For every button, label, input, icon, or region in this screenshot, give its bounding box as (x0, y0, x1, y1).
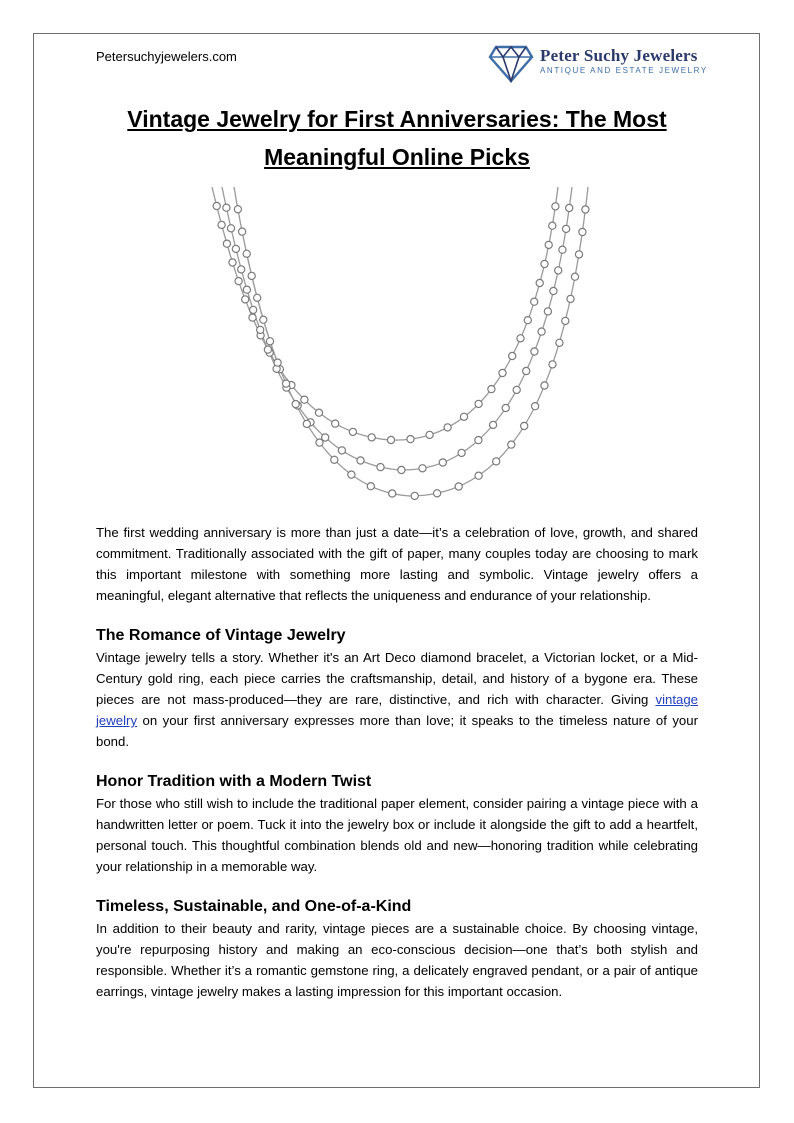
necklace-bead (475, 472, 482, 479)
necklace-bead (567, 295, 574, 302)
necklace-bead (536, 279, 543, 286)
necklace-bead (398, 466, 405, 473)
necklace-bead (582, 206, 589, 213)
necklace-bead (407, 436, 414, 443)
necklace-bead (235, 278, 242, 285)
article-title: Vintage Jewelry for First Anniversaries: The Most Meaningful Online Picks (127, 106, 667, 170)
necklace-bead (563, 225, 570, 232)
necklace-bead (419, 465, 426, 472)
necklace-bead (458, 449, 465, 456)
necklace-bead (538, 328, 545, 335)
necklace-bead (545, 241, 552, 248)
necklace-bead (243, 250, 250, 257)
necklace-bead (566, 204, 573, 211)
article-body (96, 522, 698, 1002)
necklace-bead (234, 206, 241, 213)
necklace-bead (549, 361, 556, 368)
necklace-bead (508, 441, 515, 448)
necklace-bead (439, 459, 446, 466)
necklace-bead (513, 386, 520, 393)
necklace-bead (243, 286, 250, 293)
necklace-bead (368, 434, 375, 441)
necklace-bead (357, 457, 364, 464)
necklace-bead (260, 316, 267, 323)
necklace-bead (223, 240, 230, 247)
section-paragraph-romance (96, 647, 698, 752)
necklace-bead (232, 245, 239, 252)
necklace-bead (455, 483, 462, 490)
necklace-bead (550, 287, 557, 294)
necklace-bead (490, 421, 497, 428)
necklace-bead (274, 359, 281, 366)
necklace-bead (316, 439, 323, 446)
section-heading-tradition: Honor Tradition with a Modern Twist (96, 773, 372, 790)
necklace-bead (303, 420, 310, 427)
necklace-bead (562, 317, 569, 324)
necklace-bead (517, 335, 524, 342)
necklace-bead (579, 228, 586, 235)
necklace-bead (250, 306, 257, 313)
necklace-bead (555, 267, 562, 274)
necklace-bead (264, 346, 271, 353)
necklace-bead (509, 352, 516, 359)
romance-text-after: on your first anniversary expresses more than love; it speaks to the timeless nature of your bond. (96, 713, 698, 749)
necklace-bead (338, 447, 345, 454)
section-paragraph-tradition: For those who still wish to include the traditional paper element, consider pairing a vintage piece with a handwritten letter or poem. Tuck it into the jewelry box or include it alongside the gift to add a heartfelt, personal touch. This thoughtful combination blends old and new—honoring tradition while celebrating your relationship in a memorable way. (96, 796, 698, 874)
necklace-bead (488, 386, 495, 393)
necklace-bead (213, 202, 220, 209)
intro-paragraph: The first wedding anniversary is more than just a date—it’s a celebration of love, growth, and shared commitment. Traditionally associated with the gift of paper, many couples today are choosing to mark this important milestone with something more lasting and symbolic. Vintage jewelry offers a meaningful, elegant alternative that reflects the uniqueness and endurance of your relationship. (96, 525, 698, 603)
necklace-bead (559, 246, 566, 253)
logo-tagline: ANTIQUE AND ESTATE JEWELRY (540, 66, 708, 75)
necklace-bead (411, 492, 418, 499)
necklace-bead (248, 272, 255, 279)
vintage-jewelry-link[interactable]: vintage jewelry (96, 692, 698, 728)
necklace-bead (227, 225, 234, 232)
necklace-bead (571, 273, 578, 280)
necklace-bead (493, 458, 500, 465)
necklace-bead (349, 428, 356, 435)
necklace-bead (575, 251, 582, 258)
necklace-bead (242, 296, 249, 303)
necklace-bead (552, 203, 559, 210)
necklace-bead (254, 294, 261, 301)
necklace-bead (266, 338, 273, 345)
necklace-bead (426, 431, 433, 438)
necklace-bead (239, 228, 246, 235)
necklace-bead (292, 401, 299, 408)
necklace-bead (549, 222, 556, 229)
necklace-bead (218, 221, 225, 228)
necklace-bead (434, 490, 441, 497)
necklace-bead (556, 339, 563, 346)
romance-text-before: Vintage jewelry tells a story. Whether it's an Art Deco diamond bracelet, a Victorian locket, or a Mid-Century gold ring, each piece carries the craftsmanship, detail, and history of a bygone era. These pieces are not mass-produced—they are rare, distinctive, and rich with character. Giving (96, 650, 698, 707)
necklace-bead (541, 382, 548, 389)
necklace-bead (377, 464, 384, 471)
necklace-bead (544, 308, 551, 315)
necklace-bead (367, 483, 374, 490)
necklace-bead (348, 471, 355, 478)
necklace-image (200, 182, 600, 507)
necklace-bead (499, 369, 506, 376)
logo-name: Peter Suchy Jewelers (540, 46, 698, 65)
necklace-bead (387, 436, 394, 443)
necklace-bead (444, 424, 451, 431)
diamond-logo-icon (488, 43, 534, 83)
necklace-bead (532, 403, 539, 410)
necklace-bead (223, 204, 230, 211)
necklace-bead (315, 409, 322, 416)
necklace-bead (523, 367, 530, 374)
necklace-bead (331, 456, 338, 463)
necklace-bead (475, 400, 482, 407)
necklace-bead (389, 490, 396, 497)
necklace-bead (541, 260, 548, 267)
necklace-bead (332, 420, 339, 427)
brand-logo[interactable] (488, 43, 708, 85)
site-url: Petersuchyjewelers.com (96, 49, 237, 64)
section-heading-sustainable: Timeless, Sustainable, and One-of-a-Kind (96, 898, 412, 915)
necklace-bead (238, 266, 245, 273)
section-heading-romance: The Romance of Vintage Jewelry (96, 627, 346, 644)
necklace-bead (524, 317, 531, 324)
section-paragraph-sustainable: In addition to their beauty and rarity, vintage pieces are a sustainable choice. By choosing vintage, you're repurposing history and making an eco-conscious decision—one that’s both stylish and responsible. Whether it’s a romantic gemstone ring, a delicately engraved pendant, or a pair of antique earrings, vintage jewelry makes a lasting impression for this important occasion. (96, 921, 698, 999)
necklace-bead (502, 404, 509, 411)
necklace-bead (257, 326, 264, 333)
necklace-bead (460, 413, 467, 420)
necklace-bead (249, 314, 256, 321)
necklace-bead (283, 380, 290, 387)
necklace-bead (229, 259, 236, 266)
necklace-bead (531, 348, 538, 355)
necklace-bead (475, 437, 482, 444)
necklace-bead (301, 396, 308, 403)
necklace-bead (521, 422, 528, 429)
necklace-bead (531, 298, 538, 305)
